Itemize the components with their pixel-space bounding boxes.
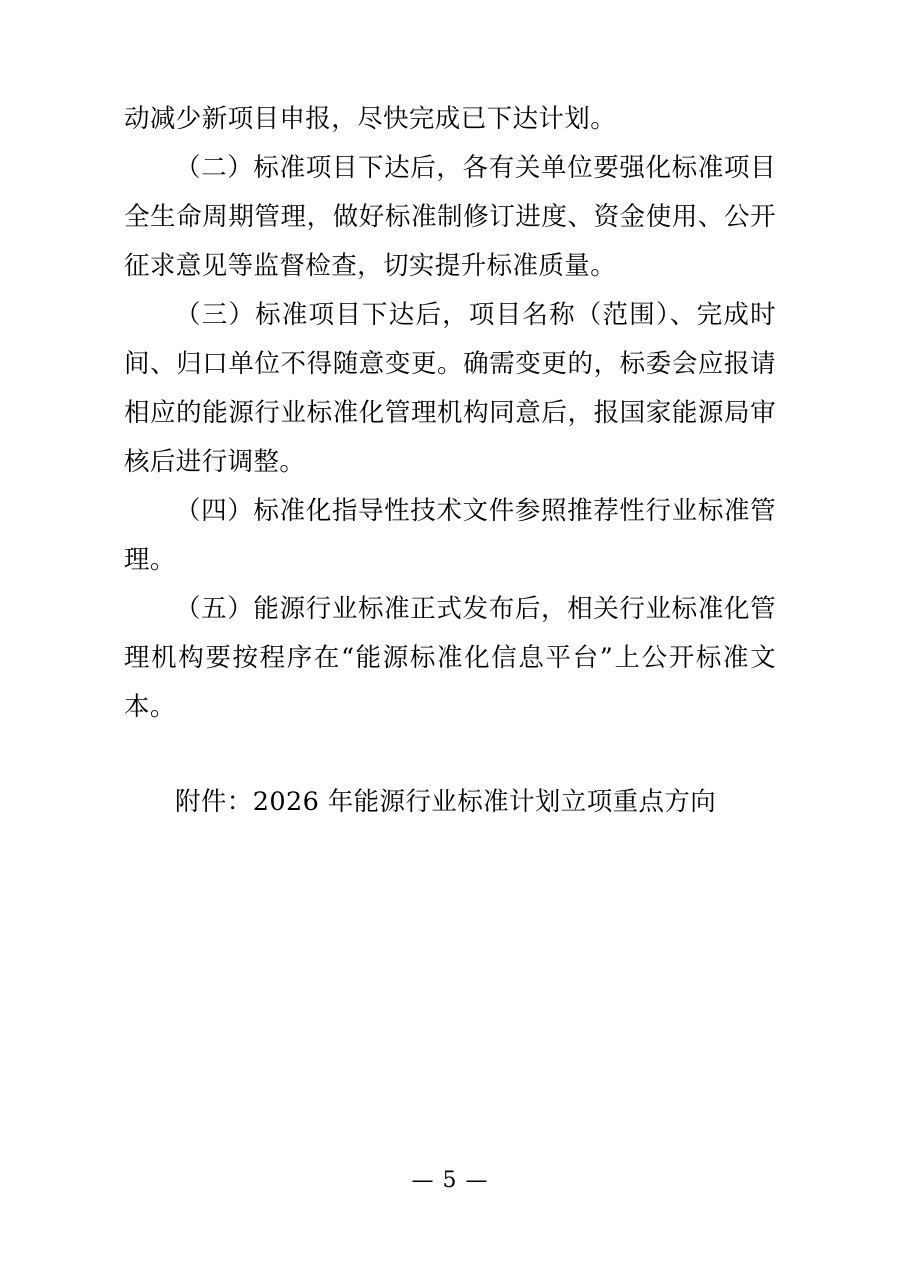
document-body <box>124 95 776 827</box>
paragraph-continued: 动减少新项目申报，尽快完成已下达计划。 <box>124 104 617 134</box>
paragraph-item-2: （二）标准项目下达后，各有关单位要强化标准项目全生命周期管理，做好标准制修订进度、资金使用、公开征求意见等监督检查，切实提升标准质量。 <box>124 153 776 281</box>
paragraph-item-4: （四）标准化指导性技术文件参照推荐性行业标准管理。 <box>124 496 776 575</box>
paragraph-item-3: （三）标准项目下达后，项目名称（范围）、完成时间、归口单位不得随意变更。确需变更的，标委会应报请相应的能源行业标准化管理机构同意后，报国家能源局审核后进行调整。 <box>124 300 776 477</box>
paragraph-item-5: （五）能源行业标准正式发布后，相关行业标准化管理机构要按程序在“能源标准化信息平台”上公开标准文本。 <box>124 594 776 722</box>
attachment-block <box>124 778 776 827</box>
page-number: — 5 — <box>411 1168 489 1193</box>
attachment-line: 附件：2026 年能源行业标准计划立项重点方向 <box>175 787 717 817</box>
